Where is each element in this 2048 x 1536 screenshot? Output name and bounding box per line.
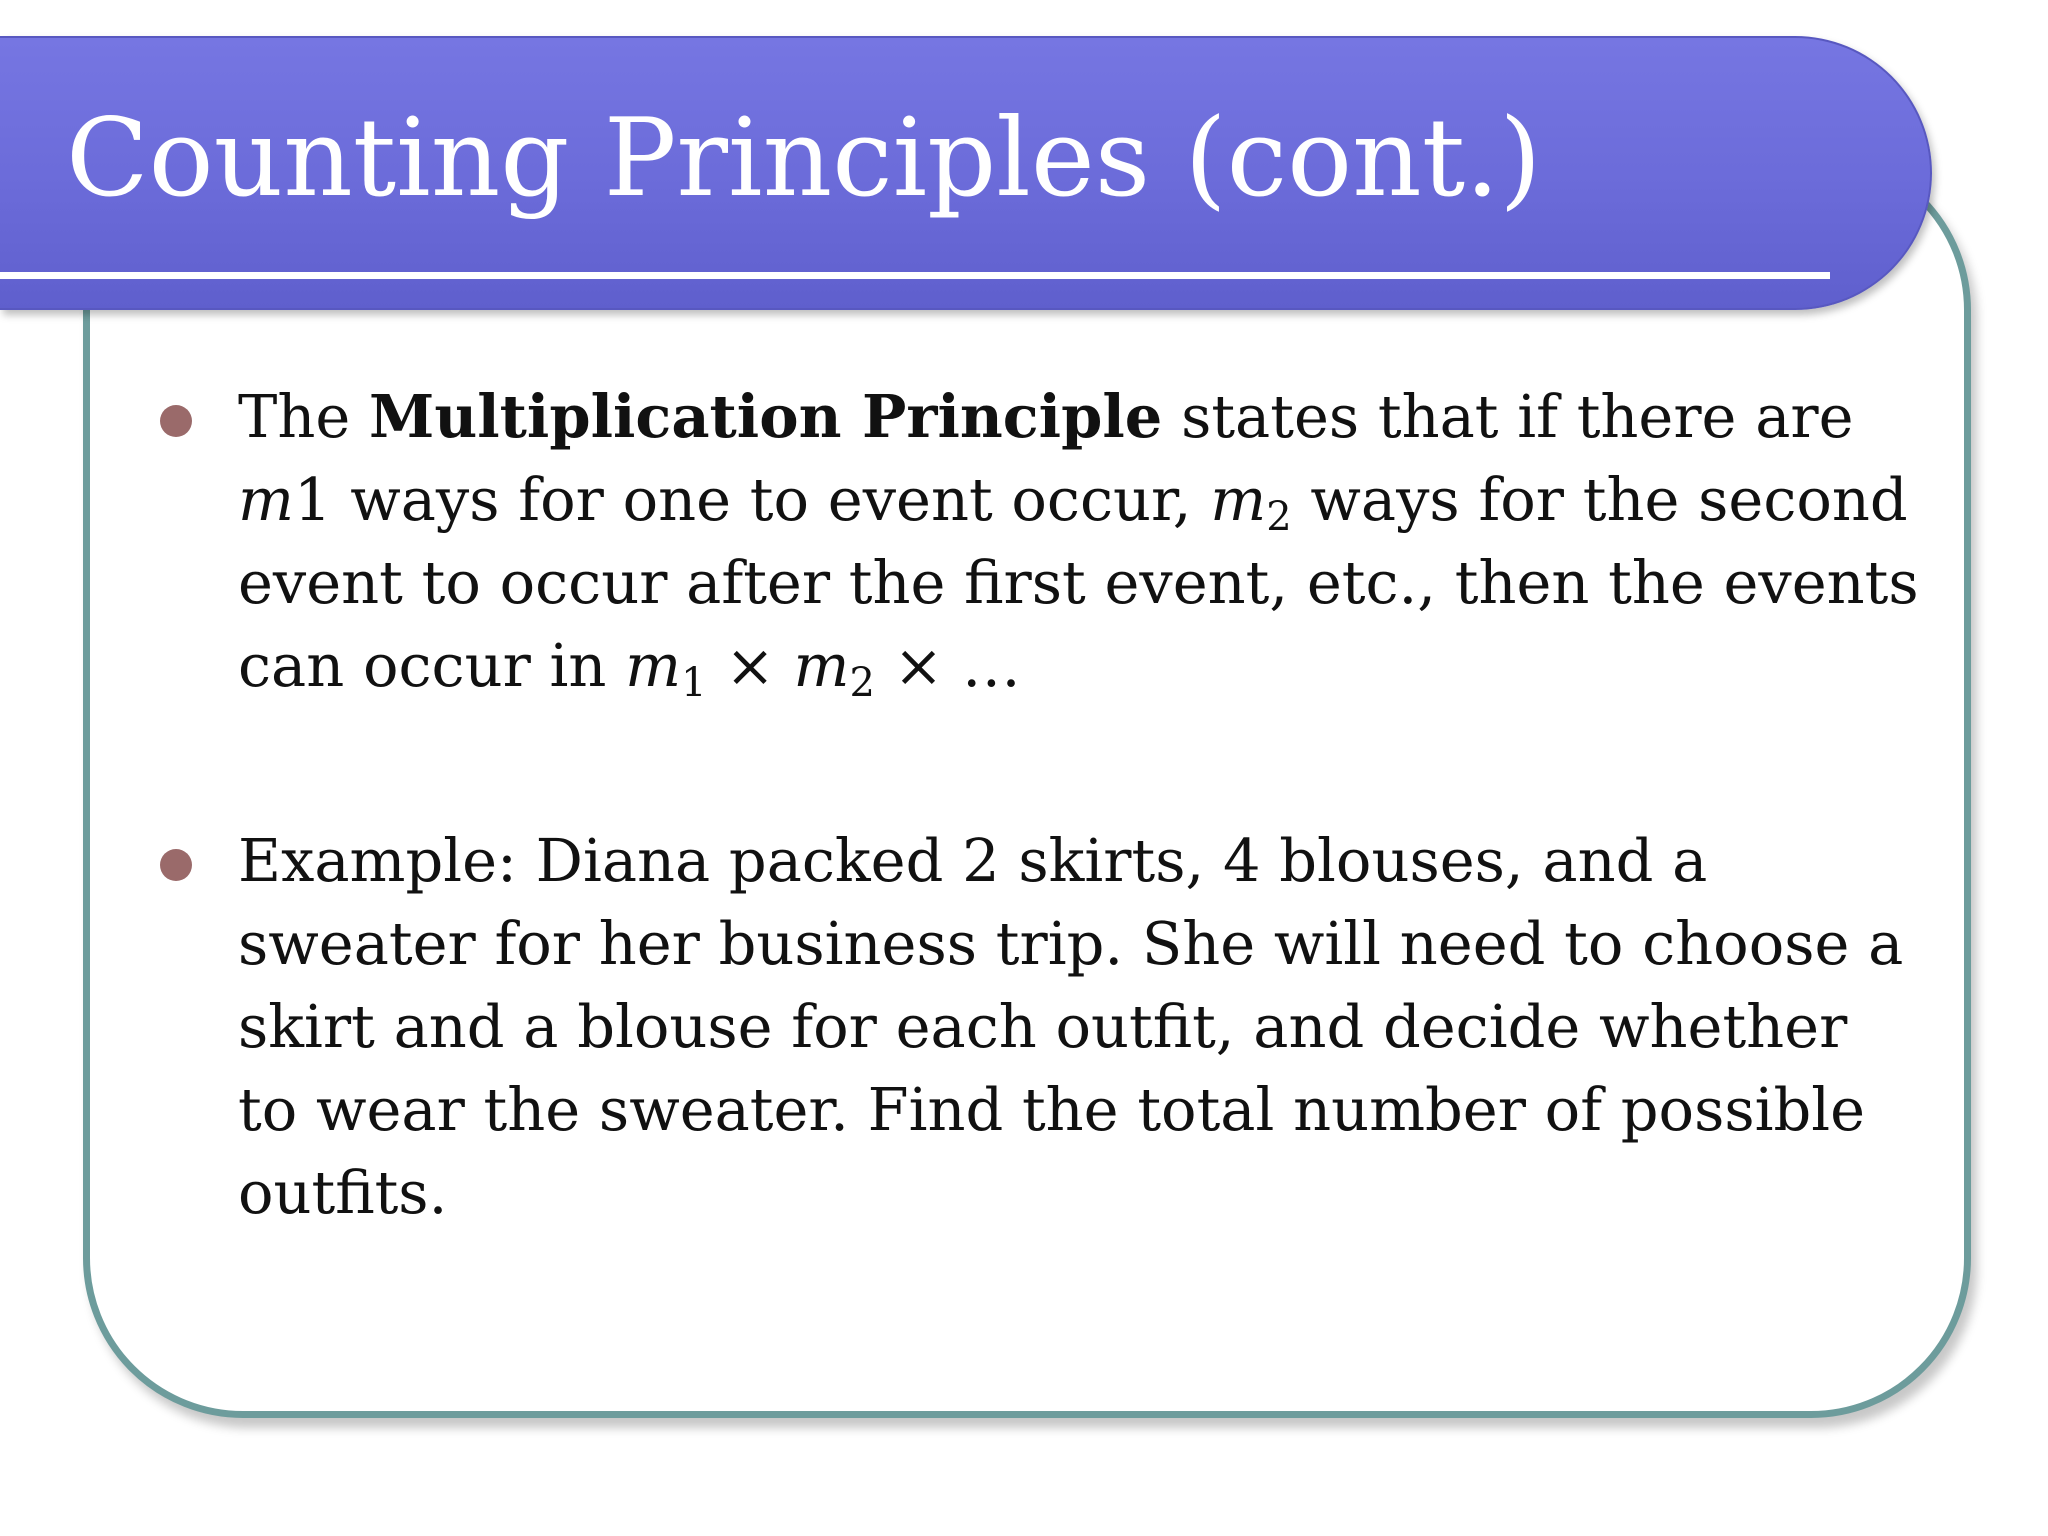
title-underline	[0, 272, 1830, 279]
bullet-text: The Multiplication Principle states that if there are m1 ways for one to event occur, $m_2$ ways for the second event to occur after the first event, etc., then the events can occur in $m_1 \times m_2$ × …	[238, 382, 1919, 706]
slide-title: Counting Principles (cont.)	[66, 96, 1542, 221]
bullet-multiplication-principle	[160, 375, 1920, 707]
bullet-text: Example: Diana packed 2 skirts, 4 blouses, and a sweater for her business trip. She will need to choose a skirt and a blouse for each outfit, and decide whether to wear the sweater. Find the total number of possible outfits.	[238, 826, 1904, 1227]
term-multiplication-principle: Multiplication Principle	[369, 382, 1163, 451]
bullet-dot-icon	[160, 405, 192, 437]
bullet-dot-icon	[160, 849, 192, 881]
bullet-example	[160, 819, 1920, 1234]
bullet-list	[160, 375, 1920, 1234]
